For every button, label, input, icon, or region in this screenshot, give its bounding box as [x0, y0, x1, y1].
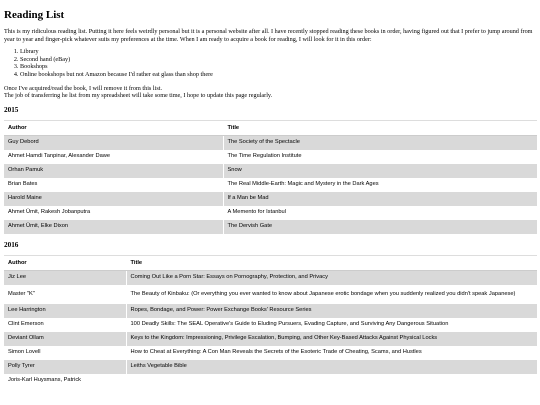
- table-header-row: [4, 120, 537, 135]
- author-cell: Ahmet Ümit, Elke Dixon: [4, 220, 223, 234]
- list-item: 1. Library: [20, 48, 536, 56]
- title-cell: The Society of the Spectacle: [223, 135, 537, 150]
- table-row: [4, 206, 537, 220]
- title-cell: Leiths Vegetable Bible: [126, 360, 537, 374]
- table-row: [4, 164, 537, 178]
- intro-paragraph: This is my ridiculous reading list. Putting it here feels weirdly personal but it is a personal website after all. I have recently stopped reading these books in order, having figured out that I prefer to jump around from year to year and finger-pick whatever suits my preferences at the time. When I am ready to acquire a book for reading, I will look for it in this order:: [4, 28, 533, 43]
- author-cell: Jiz Lee: [4, 270, 126, 285]
- section-heading-2015: 2015: [4, 105, 19, 114]
- table-row: [4, 332, 537, 346]
- page-title: Reading List: [4, 9, 65, 21]
- author-cell: Harold Maine: [4, 192, 223, 206]
- title-cell: The Dervish Gate: [223, 220, 537, 234]
- list-item: 4. Online bookshops but not Amazon because I'd rather eat glass than shop there: [20, 71, 536, 79]
- title-cell: Coming Out Like a Porn Star: Essays on Pornography, Protection, and Privacy: [126, 270, 537, 285]
- title-cell: If a Man be Mad: [223, 192, 537, 206]
- list-item: 3. Bookshops: [20, 63, 536, 71]
- table-row: [4, 220, 537, 234]
- author-cell: Orhan Pamuk: [4, 164, 223, 178]
- table-row: [4, 150, 537, 164]
- title-cell: Ropes, Bondage, and Power: Power Exchange Books' Resource Series: [126, 304, 537, 318]
- author-cell: Simon Lovell: [4, 346, 126, 360]
- title-cell: 100 Deadly Skills: The SEAL Operative's Guide to Eluding Pursuers, Evading Capture, and Surviving Any Dangerous Situation: [126, 318, 537, 332]
- author-cell: Ahmet Ümit, Rakesh Jobanputra: [4, 206, 223, 220]
- table-row: [4, 192, 537, 206]
- author-cell: Ahmet Hamdi Tanpinar, Alexander Dawe: [4, 150, 223, 164]
- table-header-row: [4, 255, 537, 270]
- outro-line-2: The job of transferring he list from my spreadsheet will take some time, I hope to update this page regularly.: [4, 92, 273, 100]
- reading-table-2016: [4, 255, 537, 388]
- outro-paragraph: [4, 85, 536, 100]
- title-cell: Keys to the Kingdom: Impressioning, Privilege Escalation, Bumping, and Other Key-Based Attacks Against Physical Locks: [126, 332, 537, 346]
- table-row: [4, 178, 537, 192]
- title-cell: A Memento for Istanbul: [223, 206, 537, 220]
- table-row: [4, 318, 537, 332]
- author-cell: Deviant Ollam: [4, 332, 126, 346]
- author-cell: Master "K": [4, 285, 126, 304]
- title-cell: [126, 374, 537, 388]
- title-cell: How to Cheat at Everything: A Con Man Reveals the Secrets of the Esoteric Trade of Cheating, Scams, and Hustles: [126, 346, 537, 360]
- author-cell: Polly Tyrer: [4, 360, 126, 374]
- column-header-title: Title: [223, 120, 537, 135]
- table-row: [4, 135, 537, 150]
- column-header-author: Author: [4, 120, 223, 135]
- column-header-author: Author: [4, 255, 126, 270]
- author-cell: Lee Harrington: [4, 304, 126, 318]
- title-cell: The Time Regulation Institute: [223, 150, 537, 164]
- author-cell: Guy Debord: [4, 135, 223, 150]
- table-row: [4, 360, 537, 374]
- table-row: [4, 374, 537, 388]
- section-heading-2016: 2016: [4, 240, 19, 249]
- column-header-title: Title: [126, 255, 537, 270]
- table-row: [4, 285, 537, 304]
- acquisition-order-list: [4, 48, 536, 78]
- title-cell: The Real Middle-Earth: Magic and Mystery in the Dark Ages: [223, 178, 537, 192]
- outro-line-1: Once I've acquired/read the book, I will remove it from this list.: [4, 84, 162, 92]
- table-row: [4, 270, 537, 285]
- title-cell: The Beauty of Kinbaku: (Or everything you ever wanted to know about Japanese erotic bondage when you suddenly realized you didn't speak Japanese): [126, 285, 537, 304]
- title-cell: Snow: [223, 164, 537, 178]
- table-row: [4, 304, 537, 318]
- author-cell: Brian Bates: [4, 178, 223, 192]
- table-row: [4, 346, 537, 360]
- author-cell: Clint Emerson: [4, 318, 126, 332]
- reading-table-2015: [4, 120, 537, 234]
- list-item: 2. Second hand (eBay): [20, 56, 536, 64]
- author-cell: Joris-Karl Huysmans, Patrick: [4, 374, 126, 388]
